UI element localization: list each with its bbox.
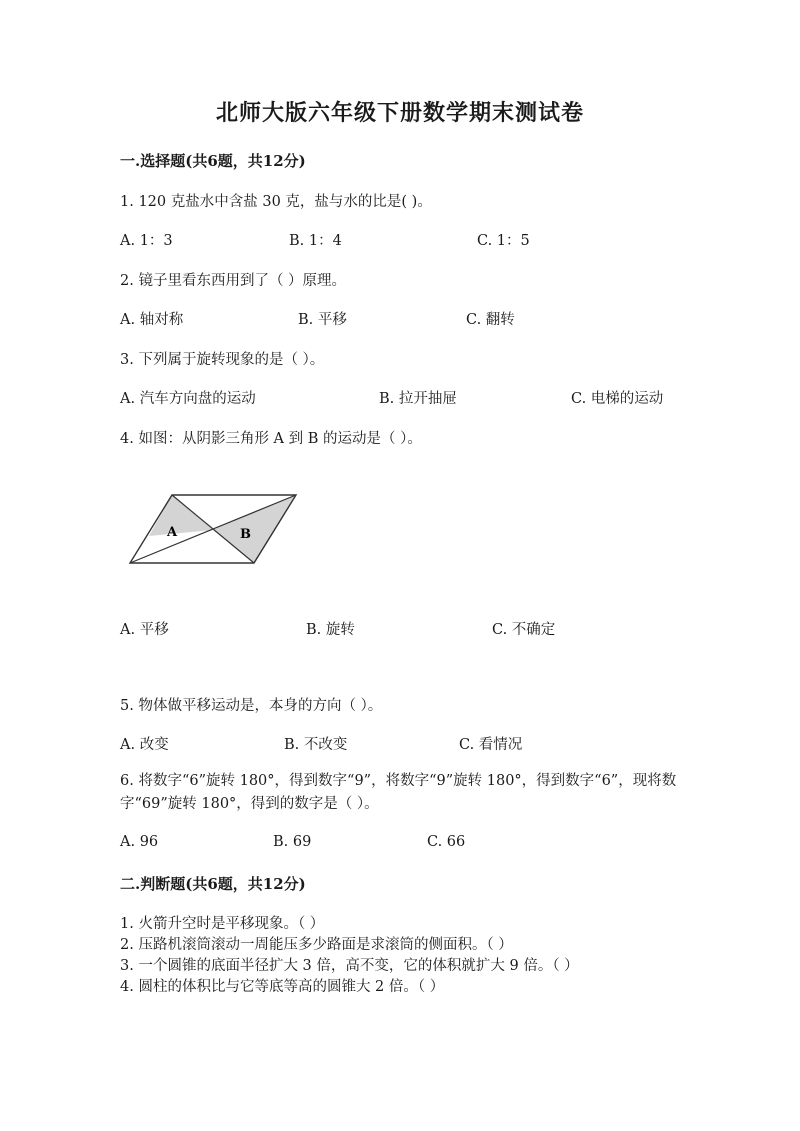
question-5-option-b: B. 不改变: [284, 737, 348, 753]
section-multiple-choice: 一.选择题(共6题，共12分): [120, 152, 306, 170]
question-3-option-c: C. 电梯的运动: [571, 391, 664, 407]
question-3-option-a: A. 汽车方向盘的运动: [120, 391, 256, 407]
question-4-option-c: C. 不确定: [492, 622, 556, 638]
label-a: A: [167, 525, 178, 540]
question-5: 5. 物体做平移运动是，本身的方向（ ）。: [120, 698, 383, 714]
label-b: B: [240, 527, 251, 542]
question-2-option-b: B. 平移: [298, 312, 347, 328]
question-1-option-b: B. 1：4: [289, 233, 342, 249]
question-2-option-c: C. 翻转: [466, 312, 515, 328]
question-4-option-a: A. 平移: [120, 622, 169, 638]
question-1: 1. 120 克盐水中含盐 30 克，盐与水的比是( )。: [120, 194, 432, 210]
question-4-option-b: B. 旋转: [306, 622, 355, 638]
question-1-option-c: C. 1：5: [477, 233, 530, 249]
question-6-option-a: A. 96: [120, 834, 159, 850]
section-true-false: 二.判断题(共6题，共12分): [120, 875, 306, 893]
judge-question-3: 3. 一个圆锥的底面半径扩大 3 倍，高不变，它的体积就扩大 9 倍。（ ）: [120, 958, 579, 974]
page-title: 北师大版六年级下册数学期末测试卷: [215, 100, 584, 126]
question-6: 6. 将数字“6”旋转 180°，得到数字“9”，将数字“9”旋转 180°，得到数字“6”，现将数字“69”旋转 180°，得到的数字是（ ）。: [120, 773, 677, 812]
question-6-option-b: B. 69: [273, 834, 312, 850]
judge-question-2: 2. 压路机滚筒滚动一周能压多少路面是求滚筒的侧面积。（ ）: [120, 937, 513, 953]
question-2: 2. 镜子里看东西用到了（ ）原理。: [120, 273, 347, 289]
question-3: 3. 下列属于旋转现象的是（ ）。: [120, 352, 325, 368]
shaded-triangle-b: [213, 495, 296, 563]
question-3-option-b: B. 拉开抽屉: [379, 391, 457, 407]
parallelogram-figure: [126, 488, 306, 572]
judge-question-4: 4. 圆柱的体积比与它等底等高的圆锥大 2 倍。（ ）: [120, 979, 445, 995]
question-6-option-c: C. 66: [427, 834, 466, 850]
judge-question-1: 1. 火箭升空时是平移现象。（ ）: [120, 916, 325, 932]
question-4: 4. 如图：从阴影三角形 A 到 B 的运动是（ ）。: [120, 431, 422, 447]
question-5-option-a: A. 改变: [120, 737, 169, 753]
question-2-option-a: A. 轴对称: [120, 312, 184, 328]
question-1-option-a: A. 1：3: [120, 233, 173, 249]
question-5-option-c: C. 看情况: [459, 737, 523, 753]
